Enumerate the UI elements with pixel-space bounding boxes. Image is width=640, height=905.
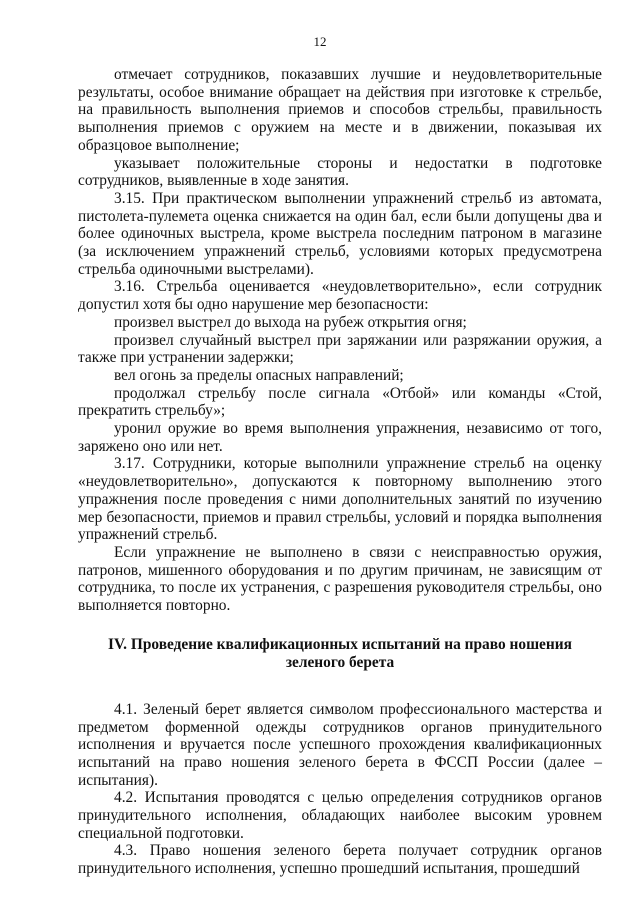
- section-heading: [78, 636, 602, 672]
- list-item: произвел выстрел до выхода на рубеж открытия огня;: [114, 313, 467, 331]
- list-item: вел огонь за пределы опасных направлений;: [114, 366, 404, 384]
- paragraph: отмечает сотрудников, показавших лучшие и неудовлетворительные результаты, особое внимание обращает на действия при изготовке к стрельбе, на правильность выполнения приемов и способов стрельбы, правильность выполнения приемов с оружием на месте и в движении, показывая их образцовое выполнение;: [78, 66, 602, 154]
- list-item: продолжал стрельбу после сигнала «Отбой» или команды «Стой, прекратить стрельбу»;: [78, 384, 602, 420]
- paragraph: 3.15. При практическом выполнении упражнений стрельб из автомата, пистолета-пулемета оценка снижается на один бал, если были допущены два и более одиночных выстрела, кроме выстрела последним патроном в магазине (за исключением упражнений стрельб, условиями которых предусмотрена стрельба одиночными выстрелами).: [78, 189, 602, 278]
- section-heading-line-2: зеленого берета: [285, 653, 395, 671]
- paragraph: Если упражнение не выполнено в связи с неисправностью оружия, патронов, мишенного оборудования и по другим причинам, не зависящим от сотрудника, то после их устранения, с разрешения руководителя стрельбы, оно выполняется повторно.: [78, 543, 602, 615]
- paragraph: указывает положительные стороны и недостатки в подготовке сотрудников, выявленные в ходе занятия.: [78, 154, 602, 190]
- paragraph: 4.3. Право ношения зеленого берета получает сотрудник органов принудительного исполнения, успешно прошедший испытания, прошедший: [78, 842, 602, 878]
- list-item: уронил оружие во время выполнения упражнения, независимо от того, заряжено оно или нет.: [78, 420, 602, 455]
- document-body: [78, 66, 602, 878]
- paragraph: 4.2. Испытания проводятся с целью определения сотрудников органов принудительного исполнения, обладающих наиболее высоким уровнем специальной подготовки.: [78, 789, 602, 842]
- section-heading-line-1: IV. Проведение квалификационных испытаний на право ношения: [108, 635, 572, 653]
- page-number: 12: [313, 34, 327, 49]
- paragraph: 3.16. Стрельба оценивается «неудовлетворительно», если сотрудник допустил хотя бы одно нарушение мер безопасности:: [78, 278, 602, 314]
- list-item: произвел случайный выстрел при заряжании или разряжании оружия, а также при устранении задержки;: [78, 331, 602, 367]
- paragraph: 3.17. Сотрудники, которые выполнили упражнение стрельб на оценку «неудовлетворительно», допускаются к повторному выполнению этого упражнения после проведения с ними дополнительных занятий по изучению мер безопасности, приемов и правил стрельбы, условий и порядка выполнения упражнений стрельб.: [78, 455, 602, 544]
- paragraph: 4.1. Зеленый берет является символом профессионального мастерства и предметом форменной одежды сотрудников органов принудительного исполнения и вручается после успешного прохождения квалификационных испытаний на право ношения зеленого берета в ФССП России (далее – испытания).: [78, 700, 602, 789]
